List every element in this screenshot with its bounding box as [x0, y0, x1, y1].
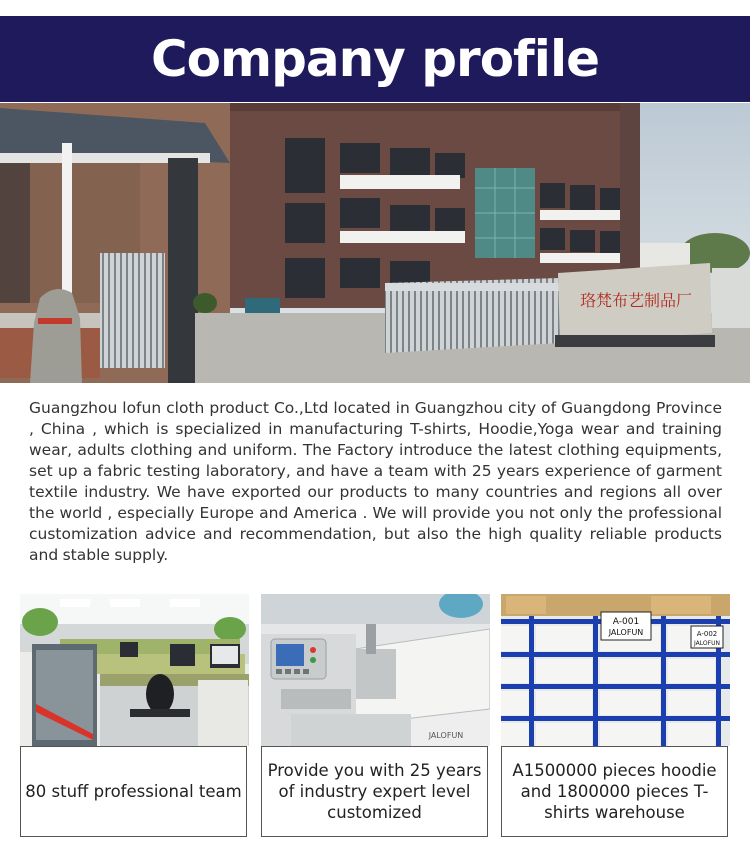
expertise-card [261, 594, 490, 839]
shelf-sign-1-sub: JALOFUN [608, 628, 644, 637]
expertise-caption: Provide you with 25 years of industry expert level customized [261, 746, 488, 837]
warehouse-photo [501, 594, 730, 746]
shelf-sign-2: A-002 [696, 630, 718, 638]
team-caption: 80 stuff professional team [20, 746, 247, 837]
sewing-machine-photo [261, 594, 490, 746]
shelf-sign-2-sub: JALOFUN [694, 640, 720, 647]
office-photo [20, 594, 249, 746]
machine-label: JALOFUN [428, 731, 464, 740]
factory-sign-text: 珞梵布艺制品厂 [579, 291, 693, 310]
page-header [0, 16, 750, 102]
page-title: Company profile [150, 30, 599, 88]
warehouse-card [501, 594, 730, 839]
factory-photo [0, 103, 750, 383]
shelf-sign-1: A-001 [612, 617, 640, 627]
team-card [20, 594, 249, 839]
company-description: Guangzhou lofun cloth product Co.,Ltd located in Guangzhou city of Guangdong Province , China , which is specialized in manufacturing T-shirts, Hoodie,Yoga wear and training wear, adults clothing and uniform. The Factory introduce the latest clothing equipments, set up a fabric testing laboratory, and have a team with 25 years experience of garment textile industry. We have exported our products to many countries and regions all over the world , especially Europe and America . We will provide you not only the professional customization advice and recommendation, but also the high quality reliable products and stable supply. [29, 399, 722, 564]
warehouse-caption: A1500000 pieces hoodie and 1800000 pieces T-shirts warehouse [501, 746, 728, 837]
